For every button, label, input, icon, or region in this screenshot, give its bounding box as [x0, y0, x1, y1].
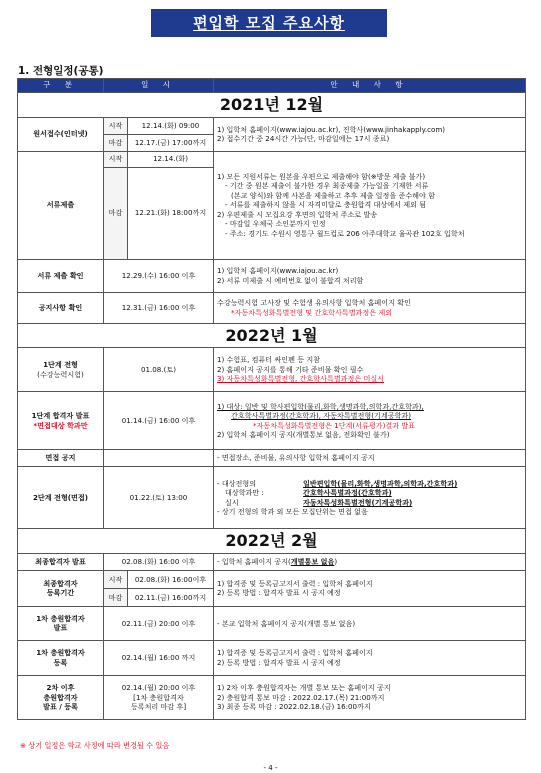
guide-line	[217, 498, 522, 508]
guide-text-emphasis: 개별통보 없음	[290, 557, 335, 566]
table-row	[18, 292, 526, 323]
start-label: 시작	[104, 117, 128, 134]
year-row	[18, 323, 526, 348]
date-line: 02.14.(월) 20:00 이후	[121, 682, 196, 692]
row-guide: - 본교 입학처 홈페이지 공지(개별 통보 없음)	[214, 606, 526, 640]
guide-line: - 주소: 경기도 수원시 영통구 월드컵로 206 아주대학교 율곡관 102호 입학처	[225, 229, 465, 238]
guide-line	[217, 479, 522, 489]
row-label-line: 1차 충원합격자	[36, 613, 85, 623]
table-row	[18, 117, 526, 134]
guide-line: 2) 접수기간 중 24시간 가능(단, 마감일에는 17시 종료)	[217, 134, 390, 144]
year-heading: 2021년 12월	[18, 93, 526, 118]
guide-line: 3) 자동차특성화특별전형, 간호학사특별과정은 미실시	[217, 374, 385, 384]
header-category: 구 분	[18, 79, 104, 93]
end-date: 12.17.(금) 17:00까지	[128, 134, 214, 151]
guide-line: 간호학사특별과정(간호학과), 자동차특별전형(기계공학과)	[231, 411, 412, 421]
end-date: 12.21.(화) 18:00까지	[128, 167, 214, 259]
row-label: 서류 제출 확인	[18, 259, 104, 292]
row-guide	[214, 292, 526, 323]
row-date: 02.08.(화) 16:00 이후	[104, 553, 214, 570]
row-date: 12.31.(금) 16:00 이후	[104, 292, 214, 323]
table-row	[18, 640, 526, 675]
table-row	[18, 606, 526, 640]
guide-text: )	[334, 557, 338, 566]
row-label	[18, 570, 104, 606]
row-label-line: 충원합격자	[43, 692, 78, 702]
row-guide	[214, 467, 526, 529]
guide-line	[217, 488, 522, 498]
guide-line: 1) 입학처 홈페이지(www.iajou.ac.kr)	[217, 266, 339, 276]
end-label: 마감	[104, 588, 128, 606]
guide-line: 1) 모든 지원서류는 원본을 우편으로 제출해야 함(※방문 제출 불가)	[217, 171, 426, 181]
row-date: 02.14.(월) 16:00 까지	[104, 640, 214, 675]
header-date: 일 시	[104, 79, 214, 93]
year-heading: 2022년 2월	[18, 529, 526, 554]
row-label	[18, 606, 104, 640]
guide-text: - 입학처 홈페이지 공지(	[217, 557, 291, 566]
guide-line: - 기간 중 원본 제출이 불가한 경우 최종제출 가능일을 기재한 서류	[225, 181, 429, 191]
date-line: [1차 충원합격자	[133, 692, 184, 702]
row-label-line: 1차 충원합격자	[36, 648, 85, 658]
row-label-line: 1단계 전형	[43, 360, 78, 370]
guide-line: (본교 양식)와 함께 사본을 제출하고 추후 제출 일정을 준수해야 함	[231, 190, 435, 200]
year-row	[18, 529, 526, 554]
row-date: 01.14.(금) 16:00 이후	[104, 392, 214, 450]
guide-line-label: 실시	[225, 497, 239, 507]
guide-line: 1) 입학처 홈페이지(www.iajou.ac.kr), 진학사(www.jinhakapply.com)	[217, 124, 445, 134]
table-row	[18, 392, 526, 450]
row-guide: - 면접장소, 준비물, 유의사항 입학처 홈페이지 공지	[214, 450, 526, 467]
row-label-line: 등록기간	[46, 588, 75, 598]
year-row	[18, 93, 526, 118]
guide-line: 2) 등록 방법 : 합격자 발표 시 공지 예정	[217, 657, 341, 667]
row-date	[104, 450, 214, 467]
row-guide	[214, 392, 526, 450]
row-label	[18, 348, 104, 392]
row-label-line: 발표 / 등록	[43, 702, 78, 712]
guide-line: 2) 입학처 홈페이지 공지(개별통보 없음, 전화확인 불가)	[217, 430, 390, 440]
guide-line-value: 자동차특성화특별전형(기계공학과)	[303, 497, 413, 507]
guide-line: 2) 우편제출 시 모집요강 후면의 입학처 주소로 발송	[217, 209, 378, 219]
guide-line-value: 간호학사특별과정(간호학과)	[303, 488, 392, 498]
row-date: 01.22.(토) 13:00	[104, 467, 214, 529]
end-label: 마감	[104, 167, 128, 259]
table-row	[18, 151, 526, 167]
guide-line: 1) 수험표, 컴퓨터 싸인펜 등 지참	[217, 355, 321, 365]
guide-line: 1) 합격증 및 등록금고지서 출력 : 입학처 홈페이지	[217, 578, 373, 588]
guide-line: 3) 최종 등록 마감 : 2022.02.18.(금) 16:00까지	[217, 702, 371, 712]
row-label-line: 발표	[53, 623, 68, 633]
footnote: ※ 상기 일정은 학교 사정에 따라 변경될 수 있음	[20, 741, 170, 750]
start-label: 시작	[104, 570, 128, 588]
table-row	[18, 570, 526, 588]
table-header-row	[18, 79, 526, 93]
row-label-line: 2차 이후	[46, 682, 75, 692]
guide-line: - 마감일 우체국 소인분까지 인정	[225, 219, 326, 229]
section-title: 1. 전형일정(공통)	[18, 65, 104, 77]
guide-line-label: - 대상전형의	[217, 478, 257, 488]
header-guide: 안 내 사 항	[214, 79, 526, 93]
date-line: 등록처리 마감 후]	[130, 702, 187, 712]
row-guide	[214, 553, 526, 570]
guide-line: 1) 대상: 일반 및 학사편입학(물리,화학,생명과학,의학과,간호학과),	[217, 401, 424, 411]
row-guide	[214, 570, 526, 606]
row-label: 원서접수(인터넷)	[18, 117, 104, 151]
guide-line-label: 대상학과만 :	[225, 488, 264, 498]
row-date	[104, 675, 214, 719]
row-label: 면접 공지	[18, 450, 104, 467]
table-row	[18, 348, 526, 392]
row-date: 12.29.(수) 16:00 이후	[104, 259, 214, 292]
row-guide	[214, 117, 526, 151]
row-label-line: (수강능력시험)	[37, 369, 84, 379]
guide-line: 2) 충원합격 통보 마감 : 2022.02.17.(목) 21:00까지	[217, 692, 385, 702]
start-label: 시작	[104, 151, 128, 167]
row-guide	[214, 348, 526, 392]
row-guide	[214, 640, 526, 675]
guide-line: 2) 홈페이지 공지를 통해 기타 준비물 확인 필수	[217, 364, 364, 374]
table-row	[18, 467, 526, 529]
guide-line: - 서류를 제출하지 않을 시 자격미달로 충원합격 대상에서 제외 됨	[225, 200, 427, 210]
page-title: 편입학 모집 주요사항	[151, 9, 387, 37]
guide-line: 2) 등록 방법 : 합격자 발표 시 공지 예정	[217, 588, 341, 598]
guide-line: *자동차특성화특별전형은 1단계(서류평가)결과 발표	[253, 420, 416, 430]
start-date: 12.14.(화)	[128, 151, 214, 167]
start-date: 02.08.(화) 16:00이후	[128, 570, 214, 588]
row-date: 02.11.(금) 20:00 이후	[104, 606, 214, 640]
guide-line: *자동차특성화특별전형 및 간호학사특별과정은 제외	[231, 307, 393, 317]
row-label-line: 1단계 합격자 발표	[31, 411, 90, 421]
row-label-line: *면접대상 학과만	[33, 420, 88, 430]
guide-line: 2) 서류 미제출 시 예비번호 없이 불합격 처리함	[217, 275, 364, 285]
row-label: 최종합격자 발표	[18, 553, 104, 570]
schedule-table	[17, 78, 526, 720]
row-label: 서류제출	[18, 151, 104, 259]
start-date: 12.14.(화) 09:00	[128, 117, 214, 134]
row-label: 공지사항 확인	[18, 292, 104, 323]
guide-line: 1) 합격증 및 등록금고지서 출력 : 입학처 홈페이지	[217, 648, 373, 658]
end-label: 마감	[104, 134, 128, 151]
row-label	[18, 675, 104, 719]
row-label	[18, 392, 104, 450]
row-label-line: 최종합격자	[43, 578, 78, 588]
table-row	[18, 553, 526, 570]
guide-line: 1) 2차 이후 충원합격자는 개별 통보 또는 홈페이지 공지	[217, 682, 391, 692]
year-heading: 2022년 1월	[18, 323, 526, 348]
table-row	[18, 450, 526, 467]
guide-line: - 상기 전형의 학과 외 모든 모집단위는 면접 없음	[217, 507, 368, 517]
guide-line: 수강능력시험 고사장 및 수험생 유의사항 입학처 홈페이지 확인	[217, 298, 411, 308]
row-label-line: 등록	[53, 657, 68, 667]
row-date: 01.08.(토)	[104, 348, 214, 392]
row-guide	[214, 259, 526, 292]
table-row	[18, 259, 526, 292]
guide-line-value: 일반편입학(물리,화학,생명과학,의학과,간호학과)	[303, 478, 458, 488]
row-label	[18, 640, 104, 675]
page-number: - 4 -	[263, 764, 278, 772]
row-label: 2단계 전형(면접)	[18, 467, 104, 529]
row-guide	[214, 675, 526, 719]
row-guide	[214, 151, 526, 259]
end-date: 02.11.(금) 16:00까지	[128, 588, 214, 606]
table-row	[18, 675, 526, 719]
